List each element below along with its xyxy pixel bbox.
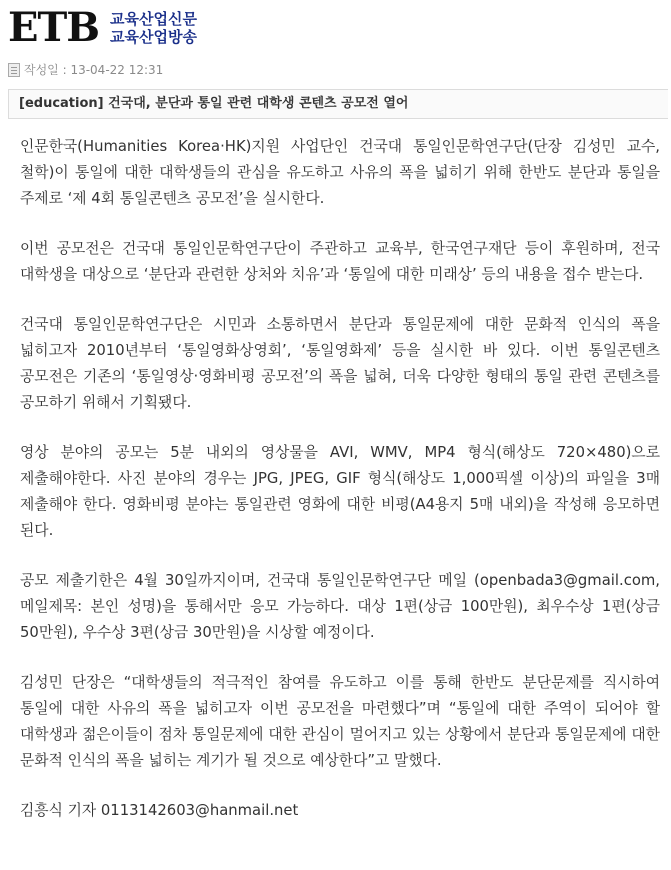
article-paragraph: 건국대 통일인문학연구단은 시민과 소통하면서 분단과 통일문제에 대한 문화적 인식의 폭을 넓히고자 2010년부터 ‘통일영화상영회’, ‘통일영화제’ 등을 실시한 바 있다. 이번 통일콘텐츠 공모전은 기존의 ‘통일영상·영화비평 공모전’의 폭을 넓혀, 더욱 다양한 형태의 통일 관련 콘텐츠를 공모하기 위해서 기획됐다. [20,316,660,411]
document-icon [8,63,20,77]
etb-logo[interactable]: ETB [8,4,100,51]
article-paragraph: 이번 공모전은 건국대 통일인문학연구단이 주관하고 교육부, 한국연구재단 등이 후원하며, 전국 대학생을 대상으로 ‘분단과 관련한 상처와 치유’과 ‘통일에 대한 미래상’ 등의 내용을 접수 받는다. [20,240,660,283]
article-paragraph: 인문한국(Humanities Korea·HK)지원 사업단인 건국대 통일인문학연구단(단장 김성민 교수, 철학)이 통일에 대한 대학생들의 관심을 유도하고 사유의 폭을 넓히기 위해 한반도 분단과 통일을 주제로 ‘제 4회 통일콘텐츠 공모전’을 실시한다. [20,138,660,207]
article-paragraph: 영상 분야의 공모는 5분 내외의 영상물을 AVI, WMV, MP4 형식(해상도 720×480)으로 제출해야한다. 사진 분야의 경우는 JPG, JPEG, GIF 형식(해상도 1,000픽셀 이상)의 파일을 3매 제출해야 한다. 영화비평 분야는 통일관련 영화에 대한 비평(A4용지 5매 내외)을 작성해 응모하면 된다. [20,444,660,539]
article-body [20,134,660,824]
reporter-byline: 김흥식 기자 0113142603@hanmail.net [20,802,299,819]
article-paragraph: 공모 제출기한은 4월 30일까지이며, 건국대 통일인문학연구단 메일 (openbada3@gmail.com, 메일제목: 본인 성명)을 통해서만 응모 가능하다. 대상 1편(상금 100만원), 최우수상 1편(상금 50만원), 우수상 3편(상금 30만원)을 시상할 예정이다. [20,572,660,641]
post-date: 작성일 : 13-04-22 12:31 [24,63,164,77]
post-meta [8,61,163,78]
article-paragraph: 김성민 단장은 “대학생들의 적극적인 참여를 유도하고 이를 통해 한반도 분단문제를 직시하여 통일에 대한 사유의 폭을 넓히고자 이번 공모전을 마련했다”며 “통일에 대한 주역이 되어야 할 대학생과 젊은이들이 점차 통일문제에 대한 관심이 멀어지고 있는 상황에서 분단과 통일문제에 대한 문화적 인식의 폭을 넓히는 계기가 될 것으로 예상한다”고 말했다. [20,674,660,769]
brand-broadcast: 교육산업방송 [110,28,197,46]
article-title: [education] 건국대, 분단과 통일 관련 대학생 콘텐츠 공모전 열어 [8,89,668,119]
brand-newspaper: 교육산업신문 [110,10,197,28]
brand-names [110,10,197,46]
